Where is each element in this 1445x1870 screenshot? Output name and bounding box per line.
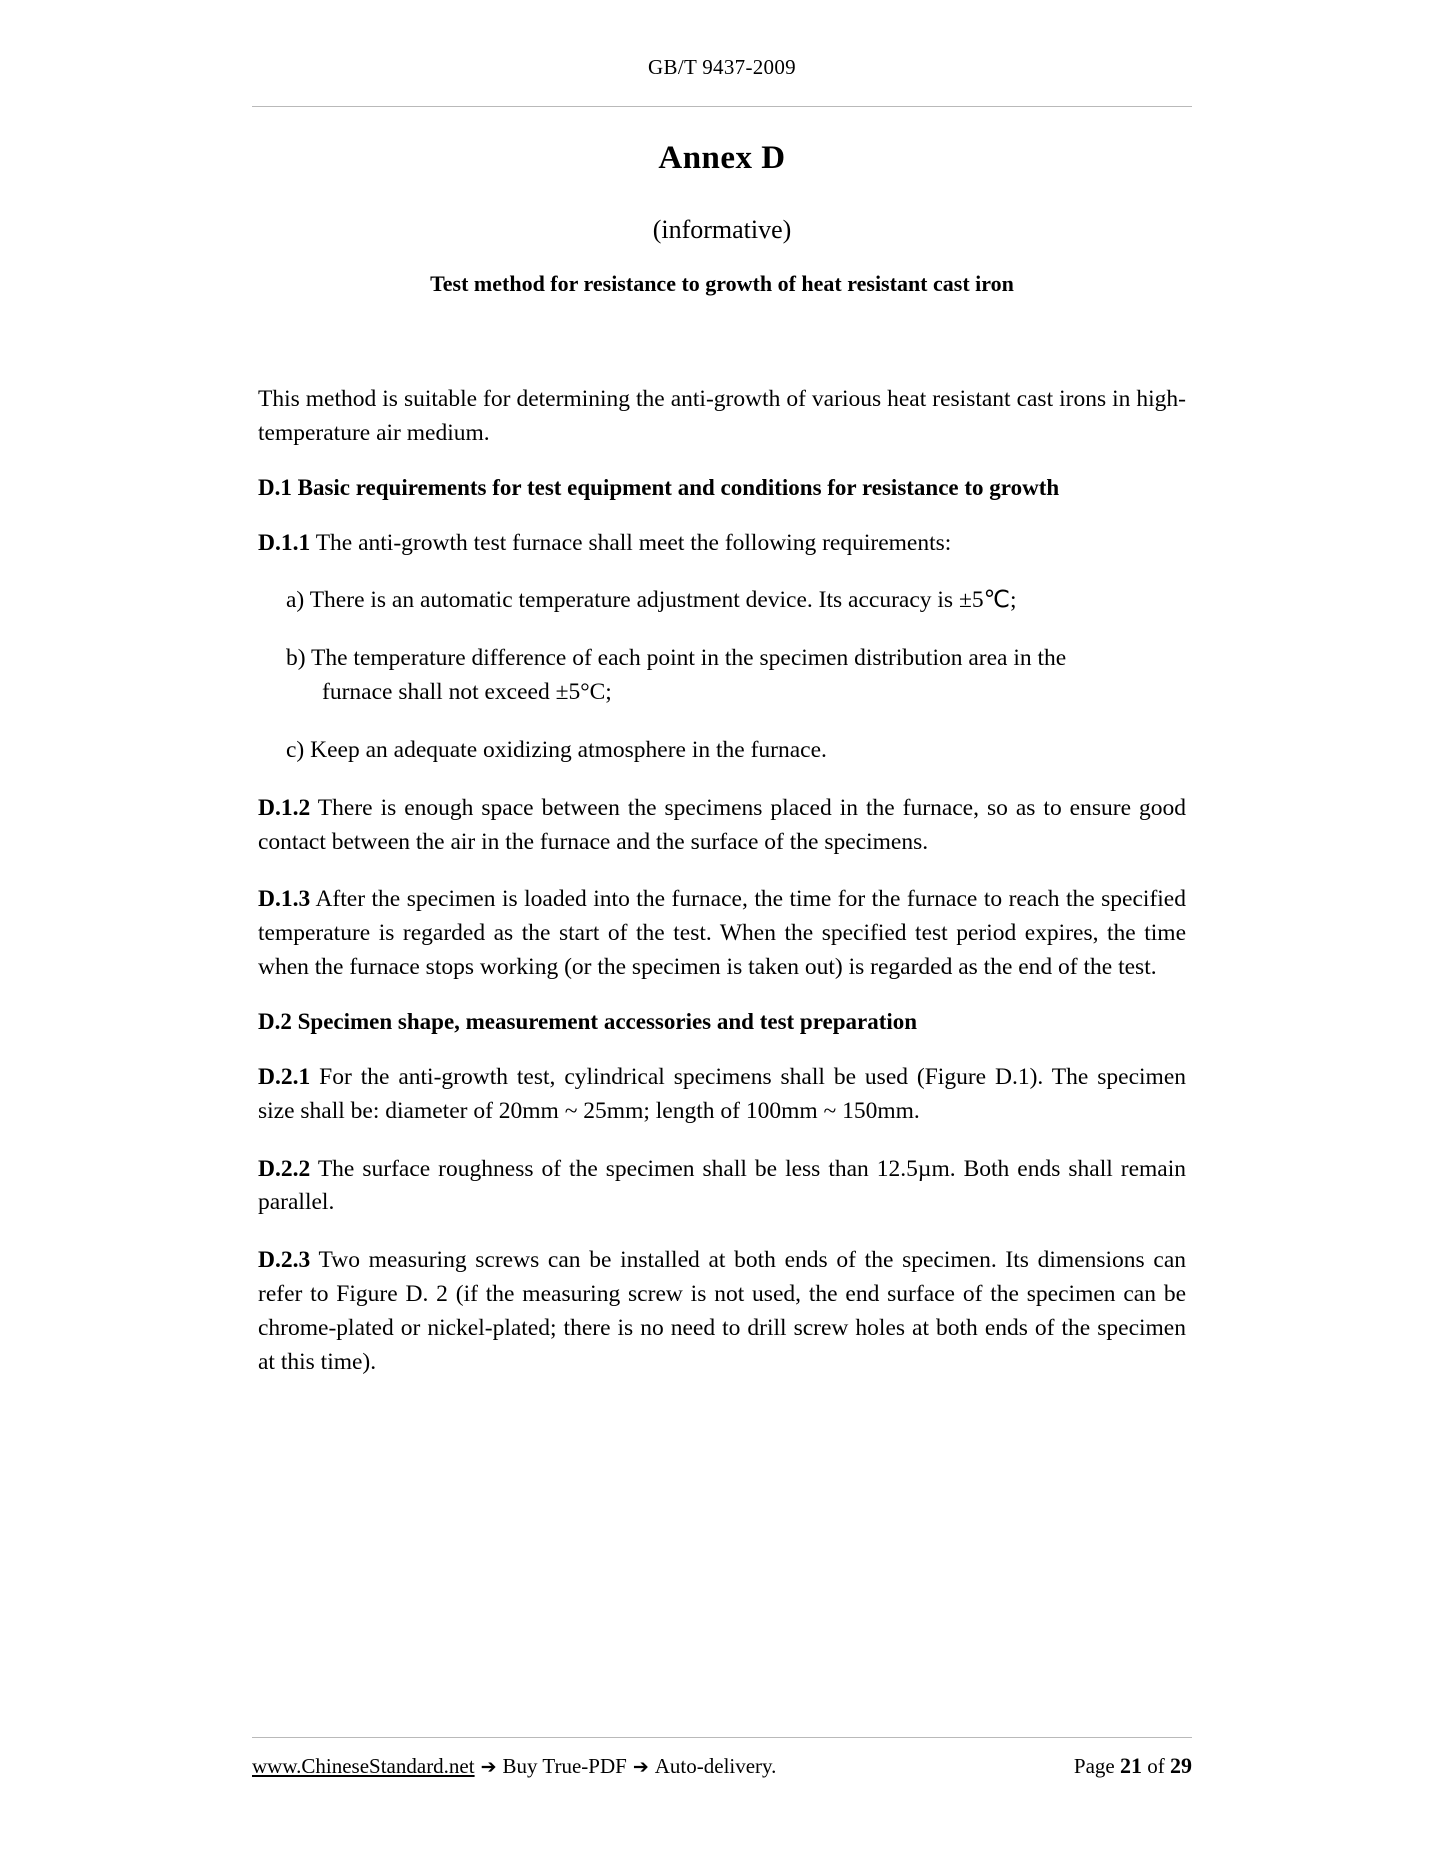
buy-true-pdf-label[interactable]: Buy True-PDF: [502, 1754, 627, 1778]
paragraph-text-d2-2: The surface roughness of the specimen shall be less than 12.5µm. Both ends shall remain parallel.: [258, 1155, 1186, 1216]
auto-delivery-label: Auto-delivery.: [654, 1754, 777, 1778]
footer-divider: [252, 1737, 1192, 1738]
paragraph-text-d1-1: The anti-growth test furnace shall meet the following requirements:: [315, 529, 952, 556]
paragraph-d1-2: [258, 792, 1186, 860]
paragraph-d1-1: [258, 527, 1186, 561]
annex-subtitle: Test method for resistance to growth of heat resistant cast iron: [430, 271, 1014, 296]
paragraph-text-d2-1: For the anti-growth test, cylindrical specimens shall be used (Figure D.1). The specimen size shall be: diameter of 20mm ~ 25mm; length of 100mm ~ 150mm.: [258, 1063, 1186, 1124]
annex-type: (informative): [652, 215, 792, 244]
page-word: Page: [1073, 1754, 1115, 1778]
list-item-b-line1: b) The temperature difference of each point in the specimen distribution area in the: [286, 645, 1067, 672]
page-content: [258, 140, 1186, 1404]
section-heading-d2: D.2 Specimen shape, measurement accessories and test preparation: [258, 1008, 918, 1034]
list-item-b: [258, 642, 1186, 710]
arrow-icon-2: ➔: [632, 1756, 649, 1778]
page-header: GB/T 9437-2009: [648, 55, 796, 79]
list-item-c: c) Keep an adequate oxidizing atmosphere in the furnace.: [286, 736, 827, 763]
paragraph-label-d1-2: D.1.2: [258, 794, 311, 821]
intro-paragraph: This method is suitable for determining the anti-growth of various heat resistant cast irons in high-temperature air medium.: [258, 386, 1186, 446]
paragraph-label-d2-1: D.2.1: [258, 1063, 311, 1090]
paragraph-text-d1-3: After the specimen is loaded into the furnace, the time for the furnace to reach the specified temperature is regarded as the start of the test. When the specified test period expires, the time when the furnace stops working (or the specimen is taken out) is regarded as the end of the test.: [258, 886, 1186, 981]
section-heading-d1: D.1 Basic requirements for test equipment and conditions for resistance to growth: [258, 474, 1060, 500]
paragraph-label-d1-1: D.1.1: [258, 529, 311, 556]
paragraph-d1-3: [258, 883, 1186, 984]
arrow-icon-1: ➔: [480, 1756, 497, 1778]
paragraph-label-d2-2: D.2.2: [258, 1155, 311, 1182]
paragraph-text-d2-3: Two measuring screws can be installed at both ends of the specimen. Its dimensions can refer to Figure D. 2 (if the measuring screw is not used, the end surface of the specimen can be chrome-plated or nickel-plated; there is no need to drill screw holes at both ends of the specimen at this time).: [258, 1247, 1187, 1375]
list-item-b-line2: furnace shall not exceed ±5°C;: [322, 679, 612, 706]
of-word: of: [1147, 1754, 1165, 1778]
paragraph-d2-1: [258, 1061, 1186, 1129]
page-indicator: [1074, 1753, 1192, 1779]
paragraph-text-d1-2: There is enough space between the specimens placed in the furnace, so as to ensure good contact between the air in the furnace and the surface of the specimens.: [258, 794, 1186, 855]
paragraph-d2-2: [258, 1153, 1186, 1221]
paragraph-label-d2-3: D.2.3: [258, 1247, 311, 1274]
header-divider: [252, 106, 1192, 107]
list-item-a: a) There is an automatic temperature adjustment device. Its accuracy is ±5℃;: [286, 587, 1017, 614]
paragraph-d2-3: [258, 1244, 1186, 1379]
paragraph-label-d1-3: D.1.3: [258, 886, 311, 913]
footer-left: [252, 1754, 1074, 1779]
total-pages: 29: [1170, 1753, 1192, 1778]
page-footer: [252, 1753, 1192, 1779]
site-url-link[interactable]: www.ChineseStandard.net: [252, 1754, 475, 1778]
page-number: 21: [1120, 1753, 1142, 1778]
annex-title: Annex D: [658, 140, 786, 176]
